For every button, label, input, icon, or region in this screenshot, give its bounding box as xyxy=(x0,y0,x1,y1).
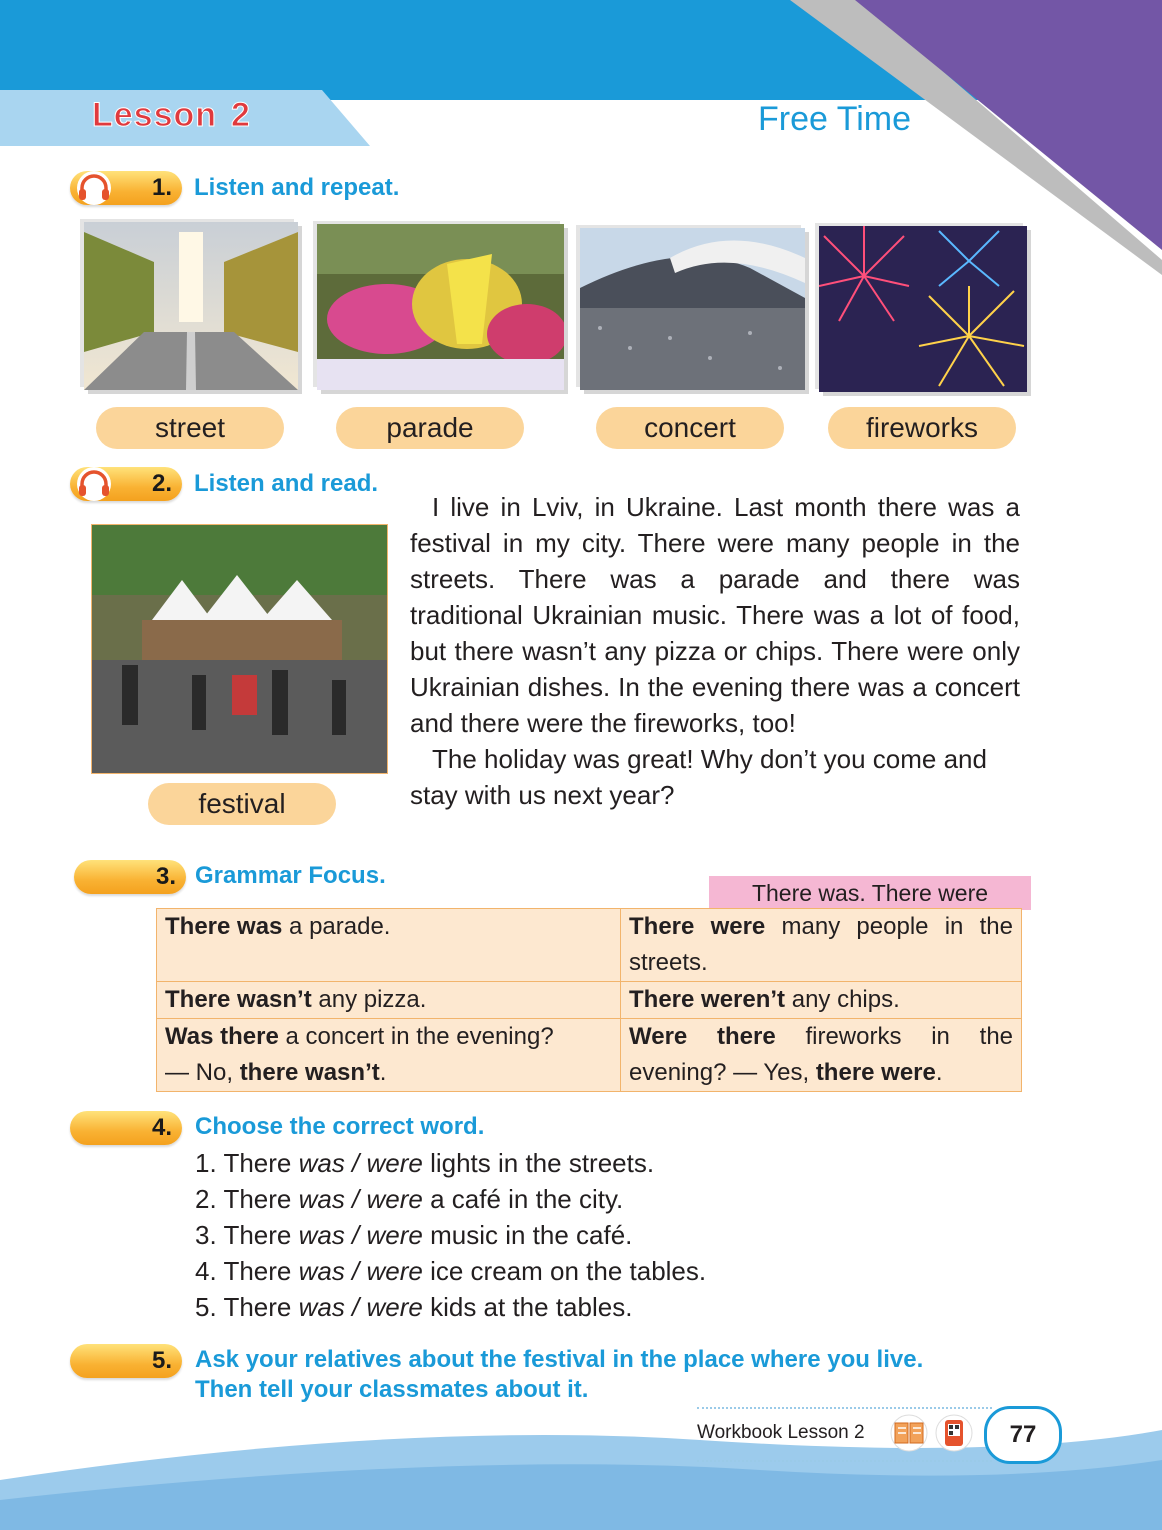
reading-paragraph-1: I live in Lviv, in Ukraine. Last month there was a festival in my city. There were many people in the streets. There was a parade and there was traditional Ukrainian music. There was a lot of food, but there wasn’t any pizza or chips. There were only Ukrainian dishes. In the evening there was a concert and there were the fireworks, too! xyxy=(410,492,1020,738)
option-words[interactable]: was / were xyxy=(298,1220,423,1250)
exercise-2-badge: 2. xyxy=(70,467,182,501)
table-cell: There were many people in the streets. xyxy=(621,909,1022,982)
workbook-reference: Workbook Lesson 2 xyxy=(697,1422,865,1443)
option-words[interactable]: was / were xyxy=(298,1292,423,1322)
word-festival: festival xyxy=(148,783,336,825)
divider xyxy=(697,1407,992,1409)
workbook-icon[interactable] xyxy=(888,1414,930,1452)
list-item: 1. There was / were lights in the streets. xyxy=(195,1148,655,1178)
word-street: street xyxy=(96,407,284,449)
street-photo xyxy=(84,222,298,390)
grammar-label: There was. There were xyxy=(709,876,1031,910)
exercise-4-title: Choose the correct word. xyxy=(195,1113,485,1140)
fireworks-photo xyxy=(819,226,1027,392)
grammar-table xyxy=(156,908,1022,1092)
exercise-1-title: Listen and repeat. xyxy=(194,174,400,201)
concert-photo xyxy=(580,228,805,390)
headphones-icon xyxy=(74,170,114,206)
qr-phone-icon[interactable] xyxy=(933,1414,975,1452)
festival-photo xyxy=(91,524,388,774)
list-item: 4. There was / were ice cream on the tables. xyxy=(195,1256,707,1286)
exercise-3-title: Grammar Focus. xyxy=(195,862,386,889)
list-item: 2. There was / were a café in the city. xyxy=(195,1184,624,1214)
lesson-title: Lesson 2 xyxy=(92,96,251,134)
exercise-4-badge: 4. xyxy=(70,1111,182,1145)
option-words[interactable]: was / were xyxy=(298,1184,423,1214)
reading-text xyxy=(410,489,1020,813)
list-item: 3. There was / were music in the café. xyxy=(195,1220,633,1250)
table-cell: There wasn’t any pizza. xyxy=(157,982,621,1019)
option-words[interactable]: was / were xyxy=(298,1256,423,1286)
table-cell: There weren’t any chips. xyxy=(621,982,1022,1019)
reading-paragraph-2: The holiday was great! Why don’t you come and stay with us next year? xyxy=(410,744,987,810)
exercise-5-badge: 5. xyxy=(70,1344,182,1378)
exercise-5-line-1: Ask your relatives about the festival in the place where you live. xyxy=(195,1346,924,1373)
parade-photo xyxy=(317,224,564,390)
option-words[interactable]: was / were xyxy=(298,1148,423,1178)
word-parade: parade xyxy=(336,407,524,449)
exercise-2-title: Listen and read. xyxy=(194,470,379,497)
divider xyxy=(697,1460,992,1462)
table-row xyxy=(157,1019,1022,1092)
exercise-1-badge: 1. xyxy=(70,171,182,205)
page-number: 77 xyxy=(984,1406,1062,1464)
table-row xyxy=(157,909,1022,982)
table-cell: Were there fireworks in the evening? — Yes, there were. xyxy=(621,1019,1022,1092)
table-cell: There was a parade. xyxy=(157,909,621,982)
list-item: 5. There was / were kids at the tables. xyxy=(195,1292,633,1322)
exercise-5-line-2: Then tell your classmates about it. xyxy=(195,1376,589,1403)
exercise-3-badge: 3. xyxy=(74,860,186,894)
table-row xyxy=(157,982,1022,1019)
word-fireworks: fireworks xyxy=(828,407,1016,449)
table-cell: Was there a concert in the evening? — No, there wasn’t. xyxy=(157,1019,621,1092)
headphones-icon xyxy=(74,466,114,502)
topic-title: Free Time xyxy=(758,100,912,138)
word-concert: concert xyxy=(596,407,784,449)
